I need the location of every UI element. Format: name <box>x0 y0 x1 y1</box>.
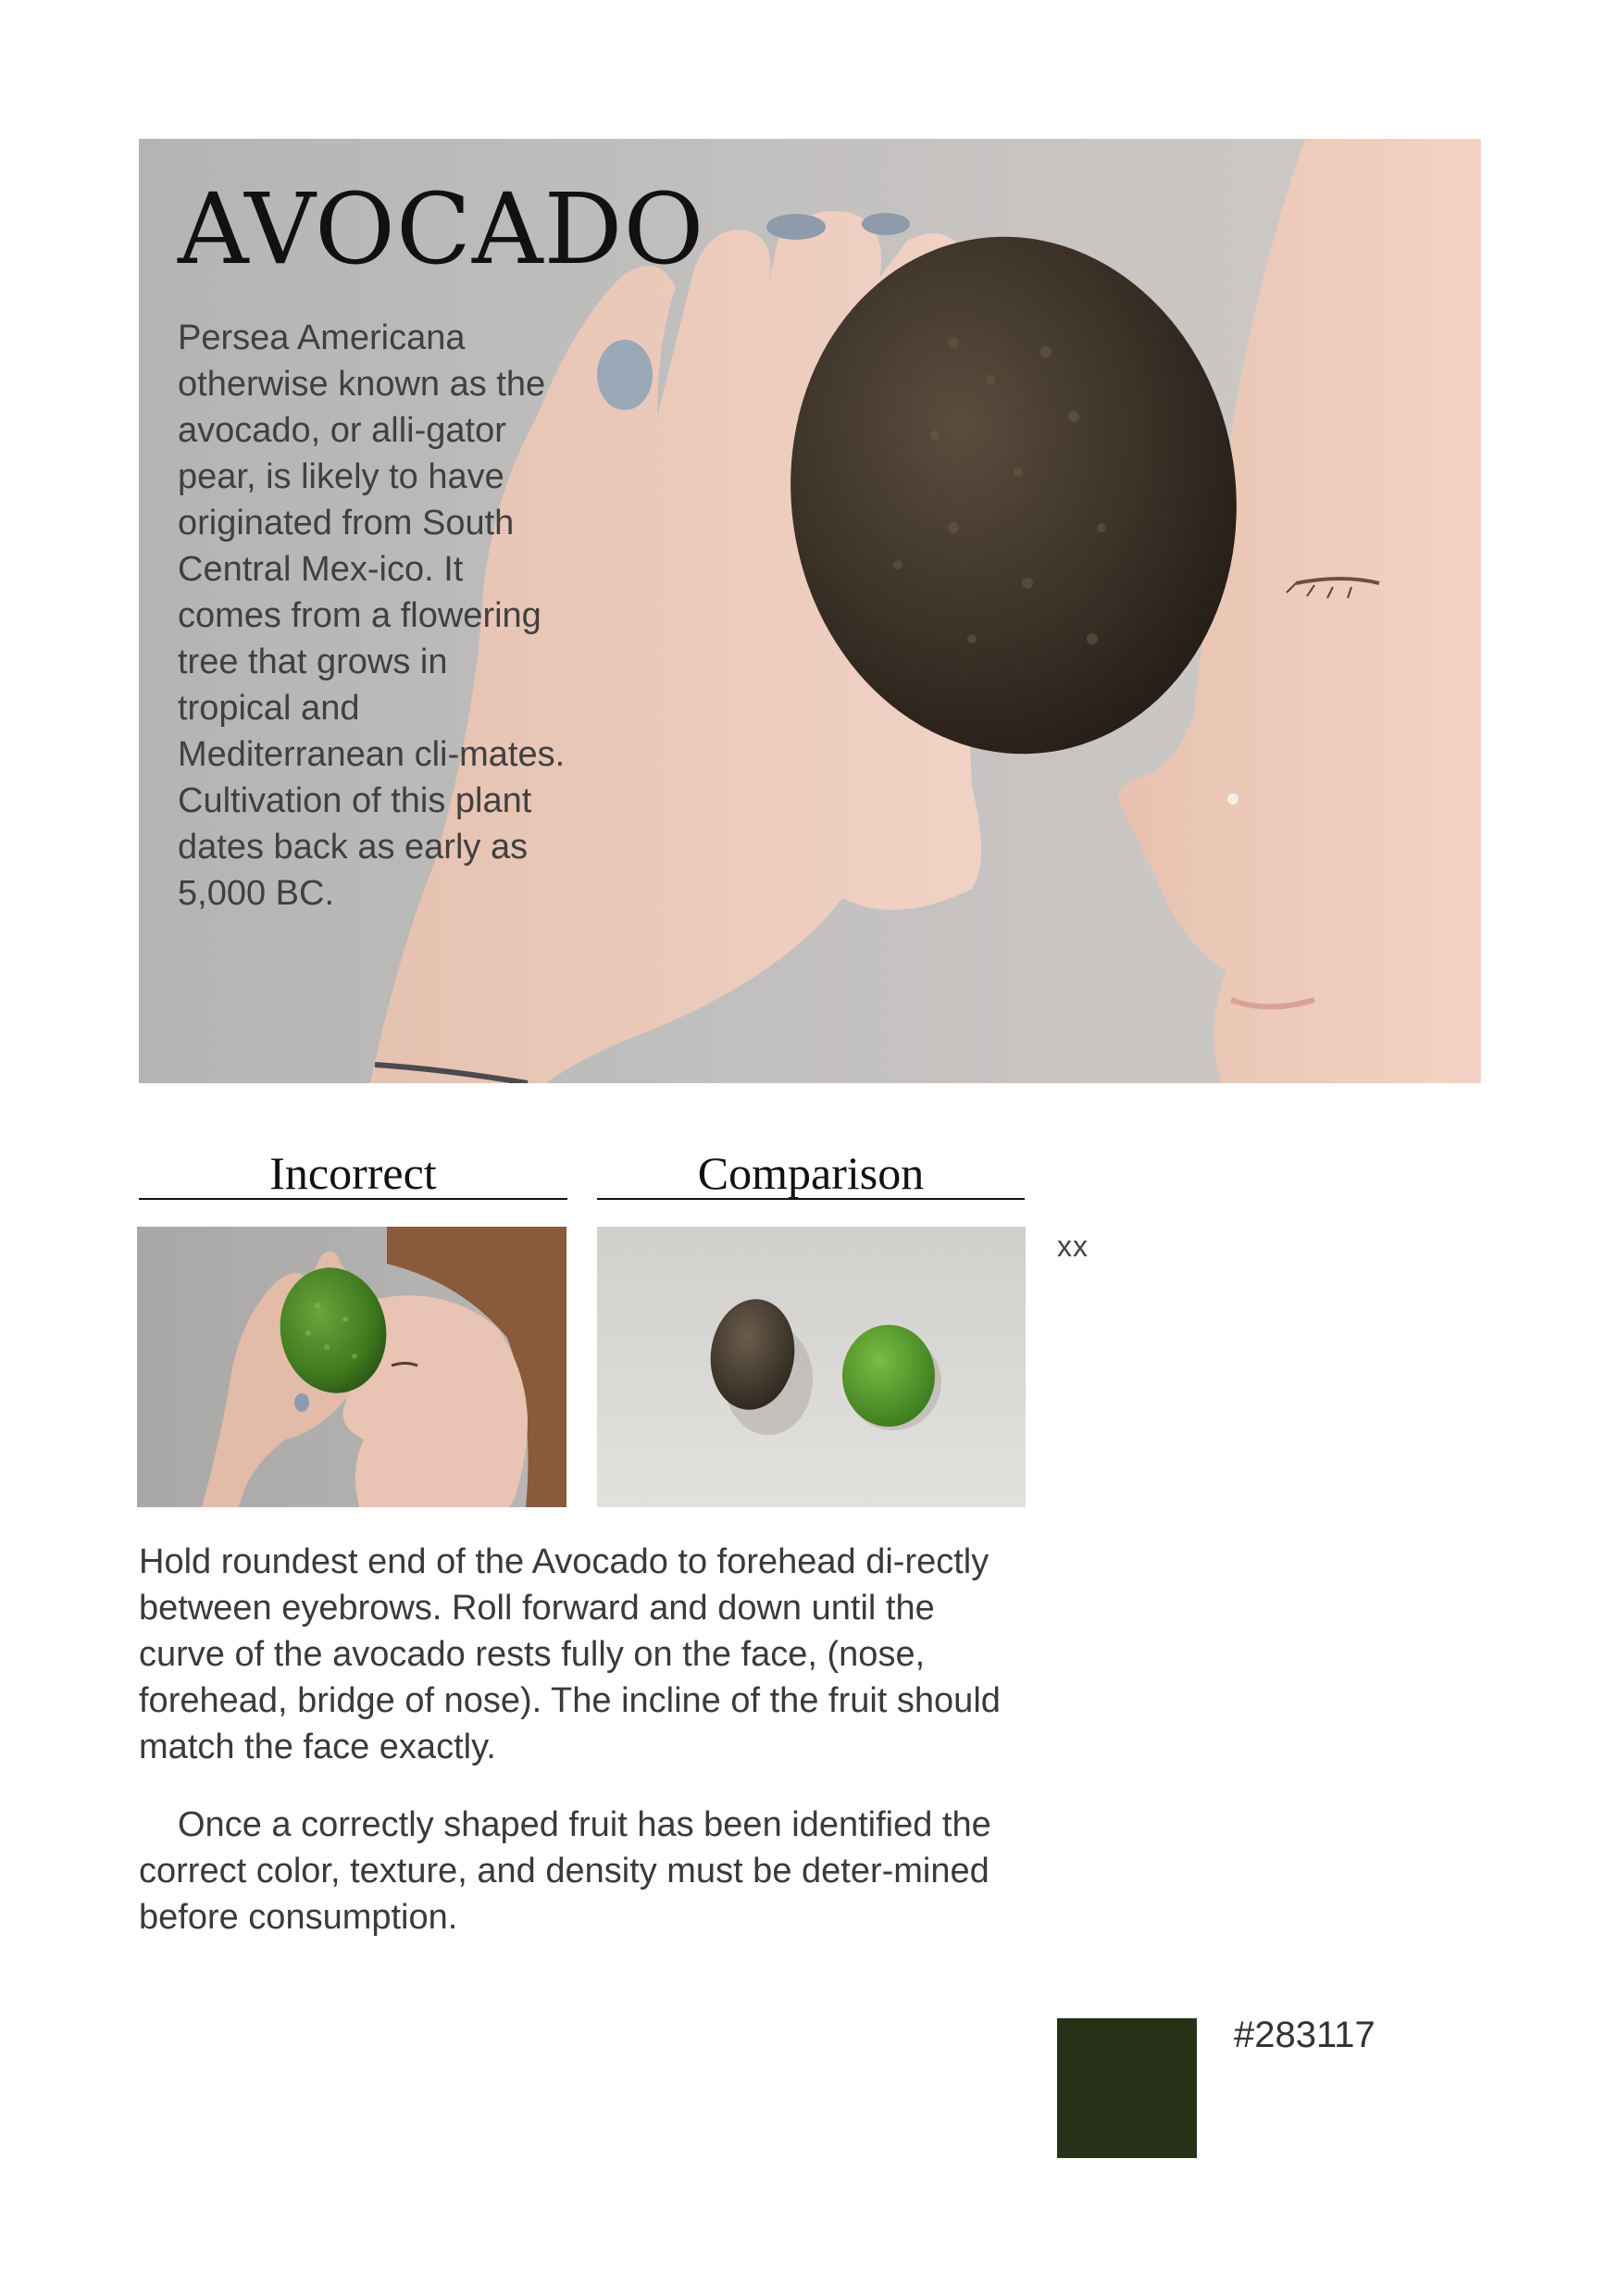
hero-photo <box>139 139 1481 1083</box>
intro-text: Persea Americana otherwise known as the avocado, or alli-gator pear, is likely to have originated from South Central Mex-ico. It comes from a flowering tree that grows in tropical and Mediterranean cli-mates. Cultivation of this plant dates back as early as 5,000 BC. <box>178 318 566 913</box>
comparison-photo <box>597 1227 1026 1507</box>
instructions-paragraph: Hold roundest end of the Avocado to forehead di-rectly between eyebrows. Roll forward and down until the curve of the avocado rests fully on the face, (nose, forehead, bridge of nose). The incline of the fruit should match the face exactly. <box>139 1542 1001 1766</box>
color-swatch-label: #283117 <box>1234 2015 1375 2055</box>
incorrect-illustration <box>137 1227 566 1507</box>
heading-incorrect: Incorrect <box>139 1148 567 1200</box>
color-swatch <box>1057 2018 1197 2158</box>
comparison-illustration <box>597 1227 1026 1507</box>
followup-paragraph: Once a correctly shaped fruit has been identified the correct color, texture, and density must be deter-mined before consumption. <box>139 1805 991 1937</box>
incorrect-photo <box>137 1227 566 1507</box>
page-title: AVOCADO <box>178 172 705 286</box>
heading-comparison: Comparison <box>597 1148 1025 1200</box>
marker-text: xx <box>1057 1229 1089 1263</box>
